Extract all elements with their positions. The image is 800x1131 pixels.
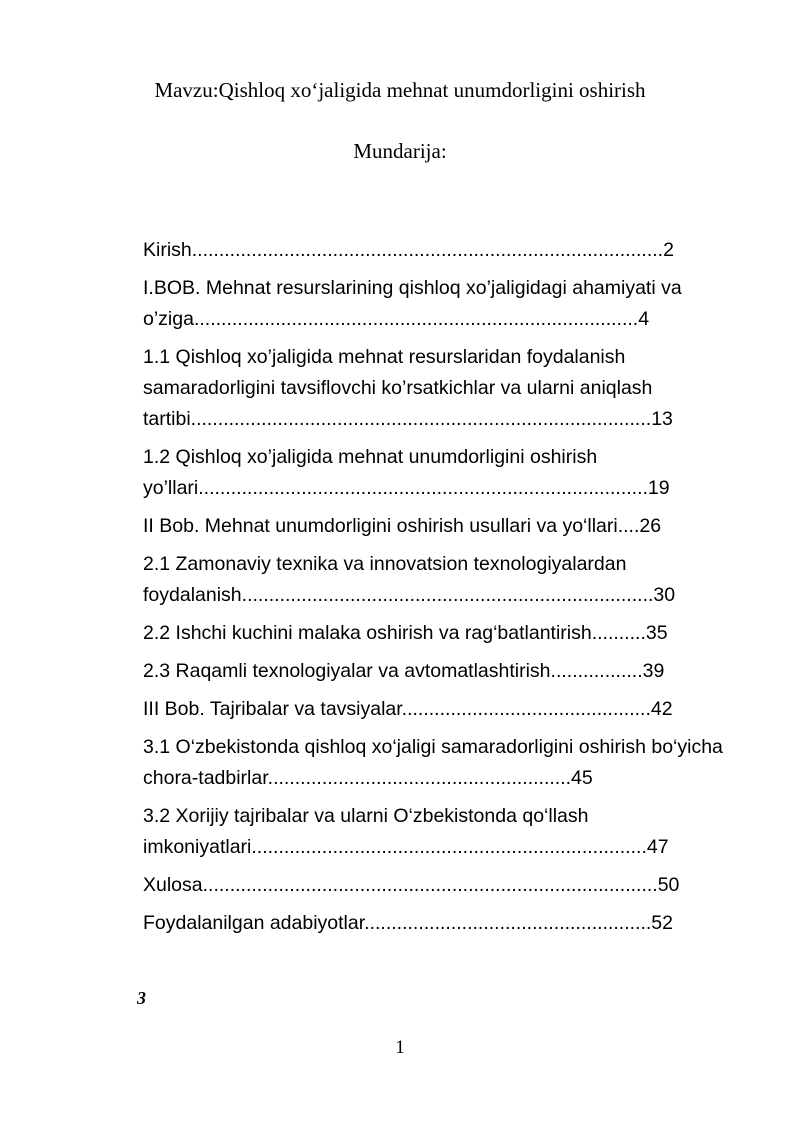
toc-entry-chapter-1: I.BOB. Mehnat resurslarining qishloq xo’jaligidagi ahamiyati va o’ziga..................................................................................4: [143, 277, 682, 330]
toc-entry-1-1: 1.1 Qishloq xo’jaligida mehnat resurslaridan foydalanish samaradorligini tavsiflovchi ko’rsatkichlar va ularni aniqlash tartibi.....................................................................................13: [143, 346, 673, 430]
toc-entry-2-3: 2.3 Raqamli texnologiyalar va avtomatlashtirish.................39: [143, 660, 665, 682]
toc-heading: Mundarija:: [353, 139, 447, 163]
toc-entry-chapter-2: II Bob. Mehnat unumdorligini oshirish usullari va yo‘llari....26: [143, 515, 662, 537]
toc-entry-references: Foydalanilgan adabiyotlar.....................................................52: [143, 912, 673, 934]
toc-entry-2-1: 2.1 Zamonaviy texnika va innovatsion texnologiyalardan foydalanish............................................................................30: [143, 553, 676, 606]
document-title: Mavzu:Qishloq xo‘jaligida mehnat unumdorligini oshirish: [154, 78, 646, 102]
toc-entry-chapter-3: III Bob. Tajribalar va tavsiyalar..............................................42: [143, 698, 673, 720]
toc-entry-3-1: 3.1 O‘zbekistonda qishloq xo‘jaligi samaradorligini oshirish bo‘yicha chora-tadbirlar........................................................45: [143, 736, 723, 789]
toc-entry-introduction: Kirish.......................................................................................2: [143, 239, 674, 261]
stray-mark: 3: [137, 988, 146, 1008]
toc-entry-1-2: 1.2 Qishloq xo’jaligida mehnat unumdorligini oshirish yo’llari...................................................................................19: [143, 446, 670, 499]
page-number: 1: [395, 1037, 405, 1058]
table-of-contents: [143, 235, 743, 946]
toc-entry-2-2: 2.2 Ishchi kuchini malaka oshirish va rag‘batlantirish..........35: [143, 622, 668, 644]
toc-entry-3-2: 3.2 Xorijiy tajribalar va ularni O‘zbekistonda qo‘llash imkoniyatlari.........................................................................47: [143, 805, 669, 858]
toc-entry-conclusion: Xulosa....................................................................................50: [143, 874, 680, 896]
